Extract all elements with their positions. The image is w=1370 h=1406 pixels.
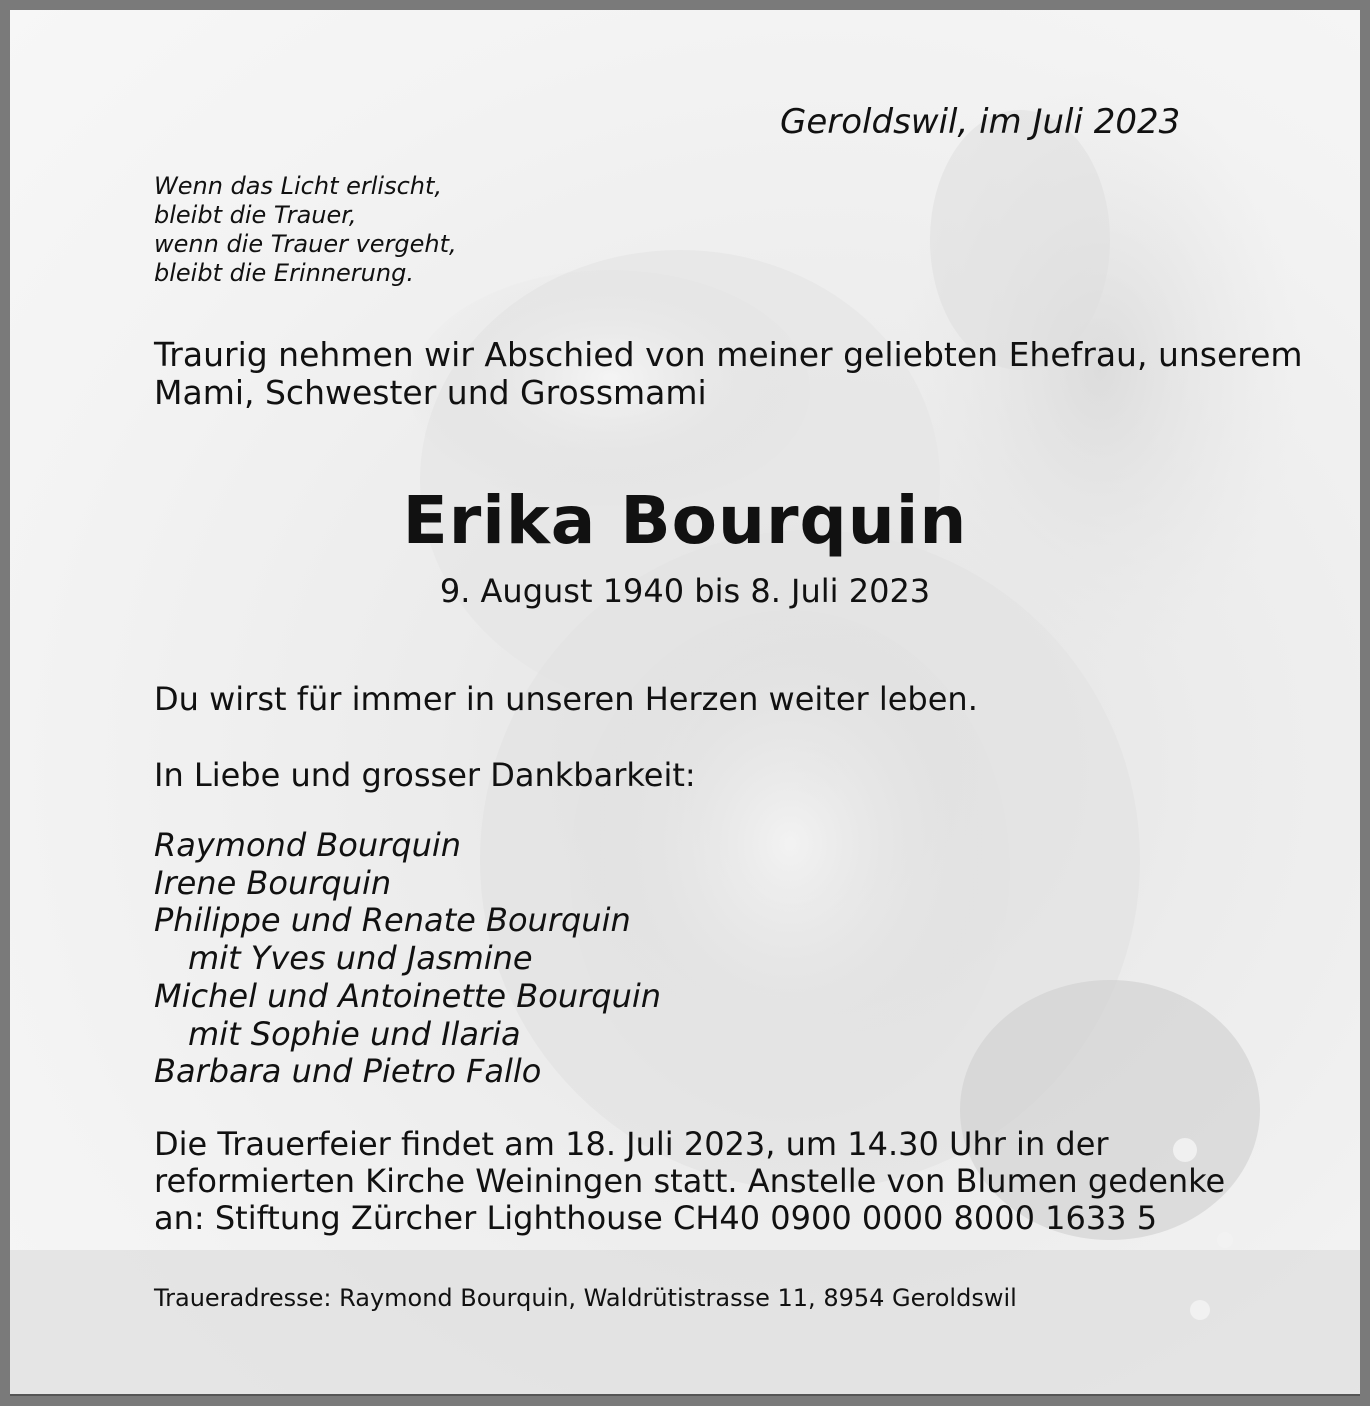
poem-line: bleibt die Trauer,	[154, 201, 357, 229]
obituary-card	[10, 10, 1360, 1396]
intro-line: Traurig nehmen wir Abschied von meiner geliebten Ehefrau, unserem	[154, 335, 1303, 374]
poem-line: wenn die Trauer vergeht,	[154, 230, 457, 258]
family-member: Philippe und Renate Bourquin	[154, 901, 631, 940]
life-dates: 9. August 1940 bis 8. Juli 2023	[439, 572, 931, 610]
family-member: Barbara und Pietro Fallo	[154, 1052, 542, 1091]
service-line: an: Stiftung Zürcher Lighthouse CH40 0900 0000 8000 1633 5	[154, 1199, 1158, 1237]
service-info	[154, 1126, 1225, 1237]
poem-line: bleibt die Erinnerung.	[154, 259, 414, 287]
memory-text: Du wirst für immer in unseren Herzen weiter leben.	[154, 680, 978, 718]
place-date: Geroldswil, im Juli 2023	[780, 102, 1181, 142]
family-member: Raymond Bourquin	[154, 826, 462, 864]
deceased-name: Erika Bourquin	[402, 482, 968, 559]
service-line: Die Trauerfeier findet am 18. Juli 2023, um 14.30 Uhr in der	[154, 1125, 1109, 1163]
family-list	[154, 827, 661, 1091]
poem	[154, 172, 457, 288]
intro-text	[154, 336, 1303, 412]
family-member: Michel und Antoinette Bourquin	[154, 976, 662, 1015]
family-member-children: mit Yves und Jasmine	[188, 939, 533, 978]
family-member-children: mit Sophie und Ilaria	[188, 1014, 521, 1053]
poem-line: Wenn das Licht erlischt,	[154, 172, 443, 200]
service-line: reformierten Kirche Weiningen statt. Anstelle von Blumen gedenke	[154, 1162, 1226, 1200]
mourning-address: Traueradresse: Raymond Bourquin, Waldrütistrasse 11, 8954 Geroldswil	[154, 1284, 1017, 1312]
thanks-text: In Liebe und grosser Dankbarkeit:	[154, 756, 696, 794]
family-member: Irene Bourquin	[154, 863, 392, 902]
intro-line: Mami, Schwester und Grossmami	[154, 373, 707, 412]
